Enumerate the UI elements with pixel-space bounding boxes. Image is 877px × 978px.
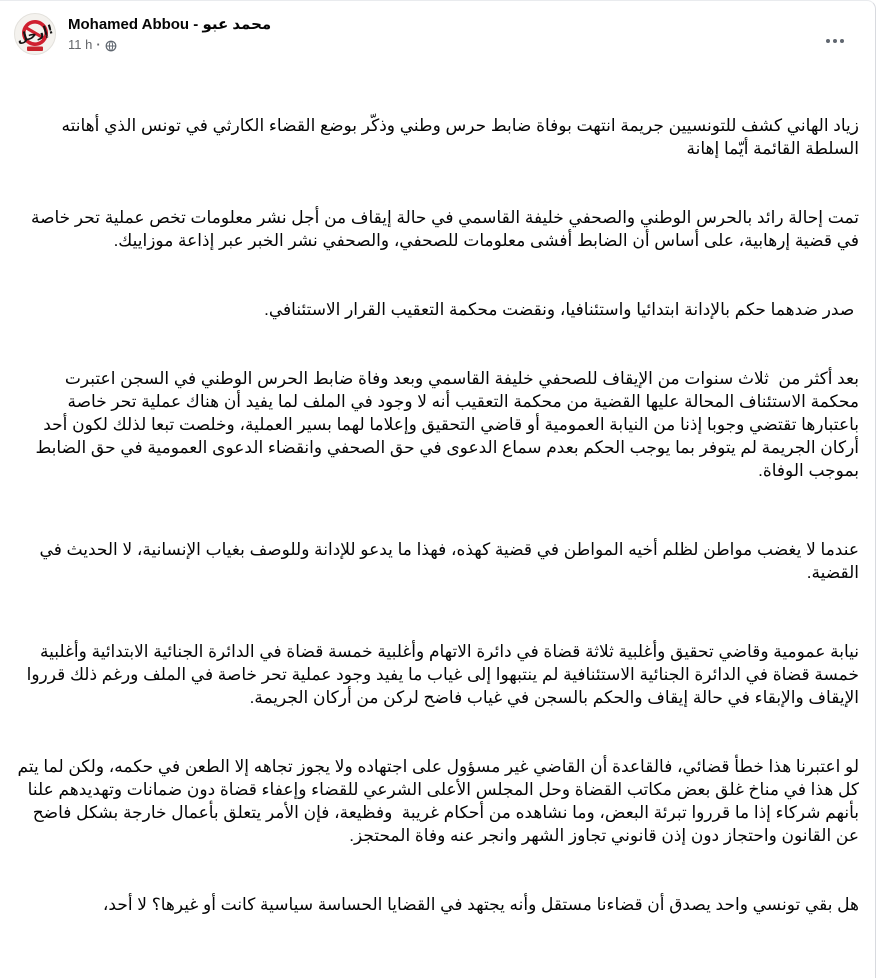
- post-paragraph: عندما لا يغضب مواطن لظلم أخيه المواطن في قضية كهذه، فهذا ما يدعو للإدانة وللوصف بغياب الإنسانية، لا الحديث في القضية.: [34, 540, 859, 582]
- post-meta: [68, 37, 271, 53]
- author-name-link[interactable]: Mohamed Abbou - محمد عبو: [68, 16, 272, 33]
- post-text: [0, 55, 875, 978]
- post-paragraph: تمت إحالة رائد بالحرس الوطني والصحفي خليفة القاسمي في حالة إيقاف من أجل نشر معلومات تخص عملية تحر خاصة في قضية إرهابية، على أساس أن الضابط أفشى معلومات للصحفي، والصحفي نشر الخبر عبر إذاعة موزاييك.: [26, 208, 859, 250]
- post-header: [0, 1, 875, 55]
- header-text: [68, 13, 271, 53]
- post-options-button[interactable]: [817, 23, 853, 59]
- post-paragraph: بعد أكثر من ثلاث سنوات من الإيقاف للصحفي خليفة القاسمي وبعد وفاة ضابط الحرس الوطني في السجن اعتبرت محكمة الاستئناف المحالة عليها القضية من محكمة التعقيب أنه لا وجود في الملف لما يفيد أن هناك عملية تحر خاصة باعتبارها تقتضي وجوبا إذنا من النيابة العمومية أو قاضي التحقيق وإعلاما لهما بسير العملية، وخلصت تبعا لذلك لكون أحد أركان الجريمة لم يتوفر بما يوجب الحكم بعدم سماع الدعوى في حق الصحفي وانقضاء الدعوى العمومية في حق الضابط بموجب الوفاة.: [30, 369, 859, 480]
- post-paragraph: هل بقي تونسي واحد يصدق أن قضاءنا مستقل وأنه يجتهد في القضايا الحساسة سياسية كانت أو غيرها؟ لا أحد،: [102, 895, 859, 914]
- post-paragraph: نيابة عمومية وقاضي تحقيق وأغلبية ثلاثة قضاة في دائرة الاتهام وأغلبية خمسة قضاة في الدائرة الجنائية الابتدائية وأغلبية خمسة قضاة في الدائرة الجنائية الاستئنافية لم ينتبهوا إلى غياب ما يفيد وجود عملية تحر خاصة في الملف ورغم ذلك قرروا الإيقاف والإبقاء في حالة إيقاف والحكم بالسجن في غياب فاضح لركن من أركان الجريمة.: [21, 642, 859, 707]
- post-paragraph: صدر ضدهما حكم بالإدانة ابتدائيا واستئنافيا، ونقضت محكمة التعقيب القرار الاستئنافي.: [264, 300, 859, 319]
- post-paragraph: لو اعتبرنا هذا خطأ قضائي، فالقاعدة أن القاضي غير مسؤول على اجتهاده ولا يجوز تجاهه إلا الطعن في حكمه، ولكن لما يتم كل هذا في مناخ غلق بعض مكاتب القضاة وحل المجلس الأعلى الشرعي للقضاء وإعفاء قضاة دون ضمانات وتهديدهم علنا بأنهم شركاء إذا ما قرروا تبرئة البعض، وما نشاهده من أحكام غريبة وفظيعة، فإن الأمر يتعلق بأعمال خارجة بشكل فاضح عن القانون واحتجاز دون إذن قانوني تجاوز الشهر وانجر عنه وفاة المحتجز.: [12, 757, 859, 845]
- meta-separator: ·: [96, 37, 101, 52]
- globe-privacy-icon: [105, 40, 117, 52]
- post-paragraph: زياد الهاني كشف للتونسيين جريمة انتهت بوفاة ضابط حرس وطني وذكّر بوضع القضاء الكارثي في تونس الذي أهانته السلطة القائمة أيّما إهانة: [56, 116, 859, 158]
- timestamp-link[interactable]: 11 h: [68, 37, 93, 52]
- degage-logo-icon: [14, 13, 56, 55]
- avatar-logo-text: إرحل!: [14, 21, 55, 46]
- avatar[interactable]: [14, 13, 56, 55]
- ellipsis-icon: [826, 39, 844, 43]
